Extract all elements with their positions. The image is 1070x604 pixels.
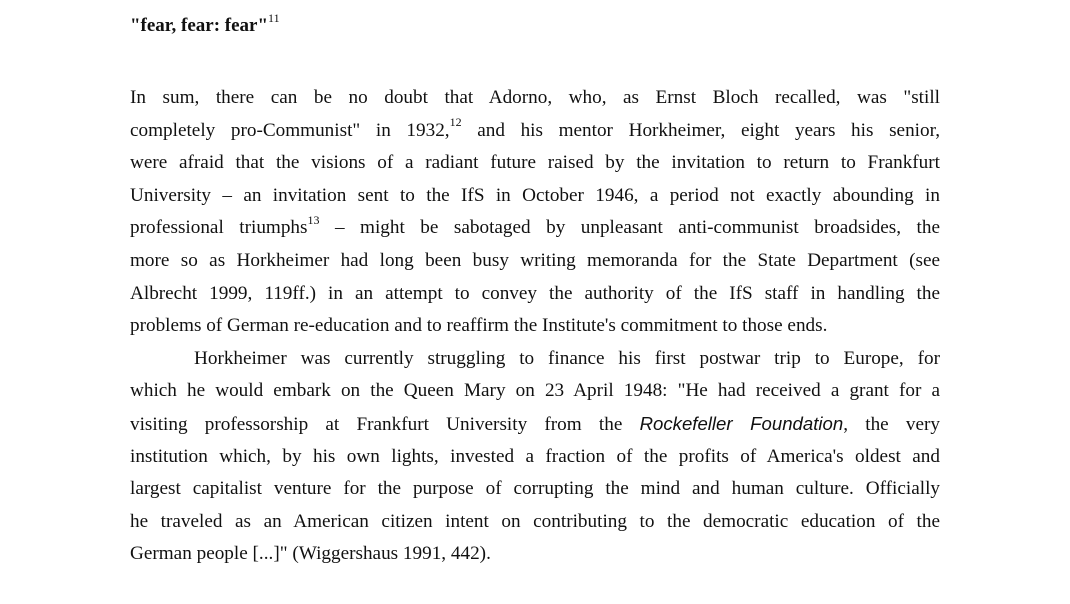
p1-line-2 — [130, 116, 940, 149]
heading-text: "fear, fear: fear" — [130, 15, 269, 36]
p2-line-4: institution which, by his own lights, invested a fraction of the profits of America's oldest and — [130, 445, 940, 467]
body-text — [130, 83, 940, 572]
p1-line-5-end: – might be sabotaged by unpleasant anti-communist broadsides, the — [319, 217, 940, 239]
p2-line-6: he traveled as an American citizen intent on contributing to the democratic education of the — [130, 510, 940, 532]
p1-line-4: University – an invitation sent to the IfS in October 1946, a period not exactly abounding in — [130, 184, 940, 206]
p1-line-2-start: completely pro-Communist" in 1932, — [130, 119, 450, 141]
p2-line-3 — [130, 409, 940, 442]
p2-line-7: German people [...]" (Wiggershaus 1991, 442). — [130, 543, 491, 565]
p1-line-2-end: and his mentor Horkheimer, eight years his senior, — [461, 119, 941, 141]
p2-line-1: Horkheimer was currently struggling to finance his first postwar trip to Europe, for — [194, 347, 940, 369]
p2-line-5: largest capitalist venture for the purpose of corrupting the mind and human culture. Officially — [130, 478, 940, 500]
section-heading — [130, 12, 280, 40]
p2-line-3-end: , the very — [843, 413, 940, 435]
p1-line-6: more so as Horkheimer had long been busy writing memoranda for the State Department (see — [130, 249, 940, 271]
p2-line-3-start: visiting professorship at Frankfurt University from the — [130, 413, 640, 435]
p1-line-5 — [130, 213, 940, 246]
p1-line-1: In sum, there can be no doubt that Adorno, who, as Ernst Bloch recalled, was "still — [130, 87, 940, 108]
footnote-ref-12[interactable]: 12 — [449, 115, 462, 130]
rockefeller-foundation-title: Rockefeller Foundation — [639, 412, 844, 434]
p1-line-5-start: professional triumphs — [130, 217, 308, 239]
footnote-ref-11[interactable]: 11 — [268, 10, 280, 25]
footnote-ref-13[interactable]: 13 — [307, 212, 320, 227]
p1-line-8: problems of German re-education and to reaffirm the Institute's commitment to those ends. — [130, 315, 828, 337]
p2-line-2: which he would embark on the Queen Mary on 23 April 1948: "He had received a grant for a — [130, 380, 940, 402]
p1-line-7: Albrecht 1999, 119ff.) in an attempt to convey the authority of the IfS staff in handling the — [130, 282, 940, 304]
p1-line-3: were afraid that the visions of a radiant future raised by the invitation to return to Frankfurt — [130, 152, 940, 174]
